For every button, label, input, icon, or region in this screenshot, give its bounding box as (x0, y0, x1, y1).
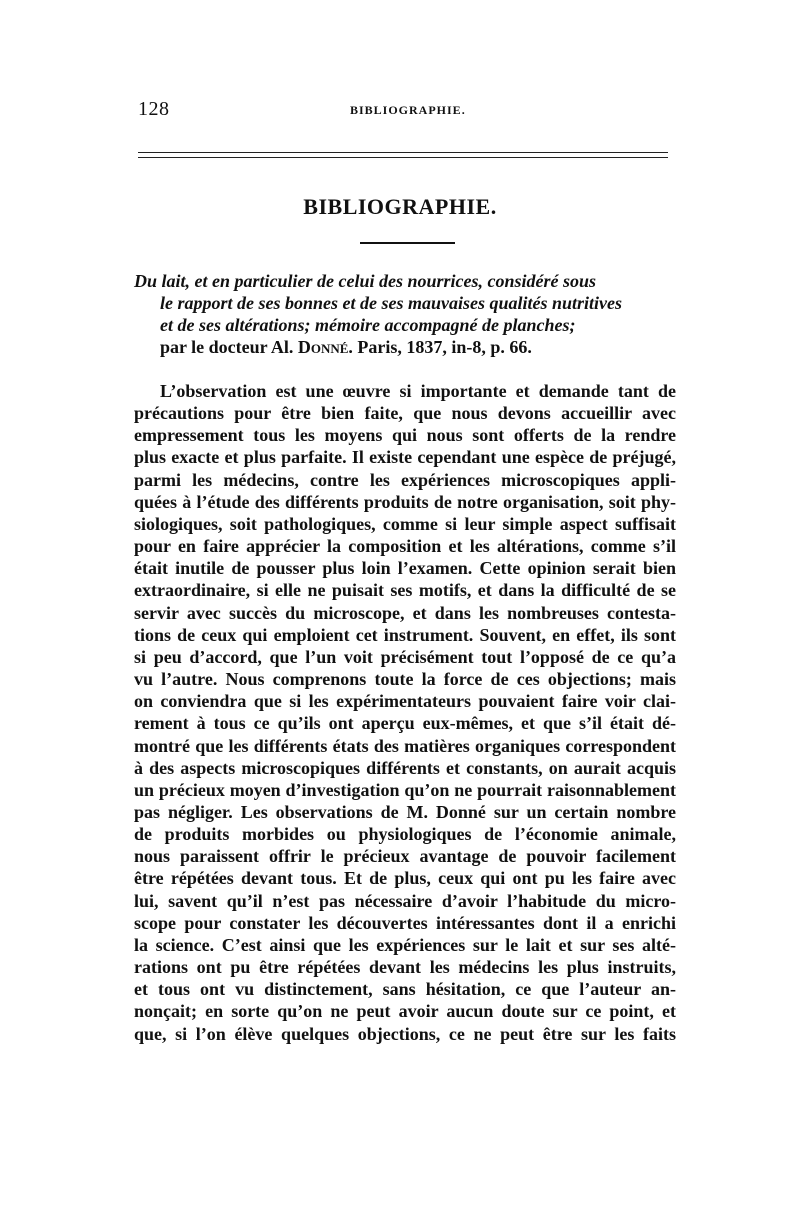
citation-author-line (134, 336, 674, 358)
body-line: nonçait; en sorte qu’on ne peut avoir aucun doute sur ce point, et (134, 1001, 676, 1022)
body-line: on conviendra que si les expérimentateurs pouvaient faire voir clai- (134, 691, 676, 712)
body-line: montré que les différents états des matières organiques correspondent (134, 735, 676, 756)
citation-author-prefix: par le docteur Al. (160, 337, 298, 357)
citation-block (134, 270, 674, 358)
body-line: était inutile de pousser plus loin l’examen. Cette opinion serait bien (134, 558, 676, 579)
body-line: rations ont pu être répétées devant les médecins les plus instruits, (134, 957, 676, 978)
body-line: un précieux moyen d’investigation qu’on ne pourrait raisonnablement (134, 779, 676, 800)
body-line: empressement tous les moyens qui nous sont offerts de la rendre (134, 425, 676, 446)
citation-line: et de ses altérations; mémoire accompagné de planches; (160, 315, 576, 335)
body-line: scope pour constater les découvertes intéressantes dont il a enrichi (134, 912, 676, 933)
body-line: plus exacte et plus parfaite. Il existe cependant une espèce de préjugé, (134, 447, 676, 468)
body-line: que, si l’on élève quelques objections, ce ne peut être sur les faits (134, 1023, 676, 1044)
body-line: tions de ceux qui emploient cet instrument. Souvent, en effet, ils sont (134, 624, 676, 645)
body-line: quées à l’étude des différents produits de notre organisation, soit phy- (134, 491, 676, 512)
citation-author-suffix: . Paris, 1837, in-8, p. 66. (348, 337, 532, 357)
body-line: à des aspects microscopiques différents et constants, on aurait acquis (134, 757, 676, 778)
body-line: extraordinaire, si elle ne puisait ses motifs, et dans la difficulté de se (134, 580, 676, 601)
running-head (138, 98, 668, 122)
body-line: servir avec succès du microscope, et dans les nombreuses contesta- (134, 602, 676, 623)
body-line: siologiques, soit pathologiques, comme si leur simple aspect suffisait (134, 513, 676, 534)
body-paragraph (134, 380, 676, 1045)
section-title: BIBLIOGRAPHIE. (303, 194, 497, 219)
body-line: la science. C’est ainsi que les expériences sur le lait et sur ses alté- (134, 934, 676, 955)
body-line: L’observation est une œuvre si importante et demande tant de (160, 381, 676, 401)
body-line: de produits morbides ou physiologiques de l’économie animale, (134, 824, 676, 845)
citation-line: Du lait, et en particulier de celui des nourrices, considéré sous (134, 271, 597, 291)
citation-line: le rapport de ses bonnes et de ses mauvaises qualités nutritives (160, 293, 623, 313)
body-line: nous paraissent offrir le précieux avantage de pouvoir facilement (134, 846, 676, 867)
body-line: pour en faire apprécier la composition et les altérations, comme s’il (134, 536, 676, 557)
page-number: 128 (138, 98, 170, 120)
body-line: lui, savent qu’il n’est pas nécessaire d’avoir l’habitude du micro- (134, 890, 676, 911)
body-line: rement à tous ce qu’ils ont aperçu eux-mêmes, et que s’il était dé- (134, 713, 676, 734)
body-line: parmi les médecins, contre les expériences microscopiques appli- (134, 469, 676, 490)
body-line: précautions pour être bien faite, que nous devons accueillir avec (134, 403, 676, 424)
body-line: vu l’autre. Nous comprenons toute la force de ces objections; mais (134, 669, 676, 690)
running-title: BIBLIOGRAPHIE. (350, 103, 466, 117)
body-line: être répétées devant tous. Et de plus, ceux qui ont pu les faire avec (134, 868, 676, 889)
body-line: et tous ont vu distinctement, sans hésitation, ce que l’auteur an- (134, 979, 676, 1000)
citation-author-name: Donné (297, 337, 349, 357)
body-line: pas négliger. Les observations de M. Donné sur un certain nombre (134, 801, 676, 822)
title-rule (360, 242, 455, 244)
body-line: si peu d’accord, que l’un voit précisément tout l’opposé de ce qu’a (134, 646, 676, 667)
header-double-rule (138, 152, 668, 158)
